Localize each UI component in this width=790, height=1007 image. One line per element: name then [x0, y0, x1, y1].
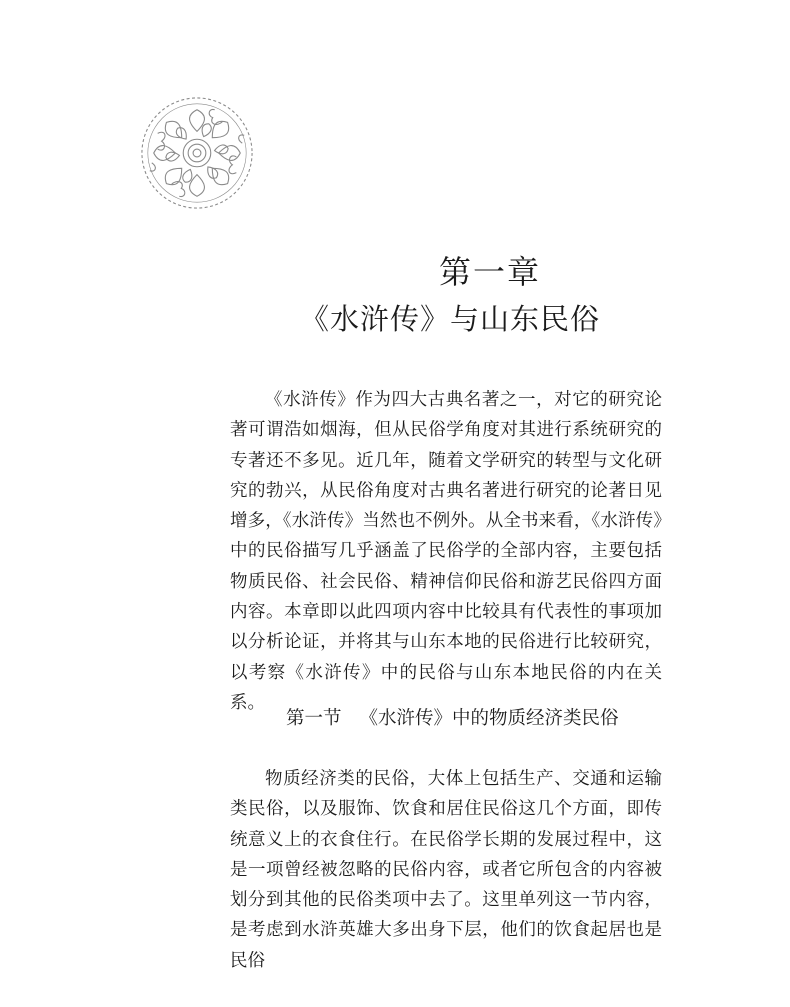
chapter-number: 第一章	[438, 253, 541, 291]
peony-medallion-icon	[138, 94, 256, 212]
chapter-title: 《水浒传》与山东民俗	[299, 302, 600, 336]
section-paragraph: 物质经济类的民俗，大体上包括生产、交通和运输类民俗，以及服饰、饮食和居住民俗这几个方面，即传统意义上的衣食住行。在民俗学长期的发展过程中，这是一项曾经被忽略的民俗内容，或者它所包含的内容被划分到其他的民俗类项中去了。这里单列这一节内容，是考虑到水浒英雄大多出身下层，他们的饮食起居也是民俗	[230, 769, 662, 971]
intro-paragraph: 《水浒传》作为四大古典名著之一，对它的研究论著可谓浩如烟海，但从民俗学角度对其进行系统研究的专著还不多见。近几年，随着文学研究的转型与文化研究的勃兴，从民俗角度对古典名著进行研究的论著日见增多，《水浒传》当然也不例外。从全书来看，《水浒传》中的民俗描写几乎涵盖了民俗学的全部内容，主要包括物质民俗、社会民俗、精神信仰民俗和游艺民俗四方面内容。本章即以此四项内容中比较具有代表性的事项加以分析论证，并将其与山东本地的民俗进行比较研究，以考察《水浒传》中的民俗与山东本地民俗的内在关系。	[230, 390, 662, 713]
section-heading	[286, 706, 619, 732]
section-number: 第一节	[286, 708, 342, 729]
section-title: 《水浒传》中的物质经济类民俗	[359, 708, 619, 729]
